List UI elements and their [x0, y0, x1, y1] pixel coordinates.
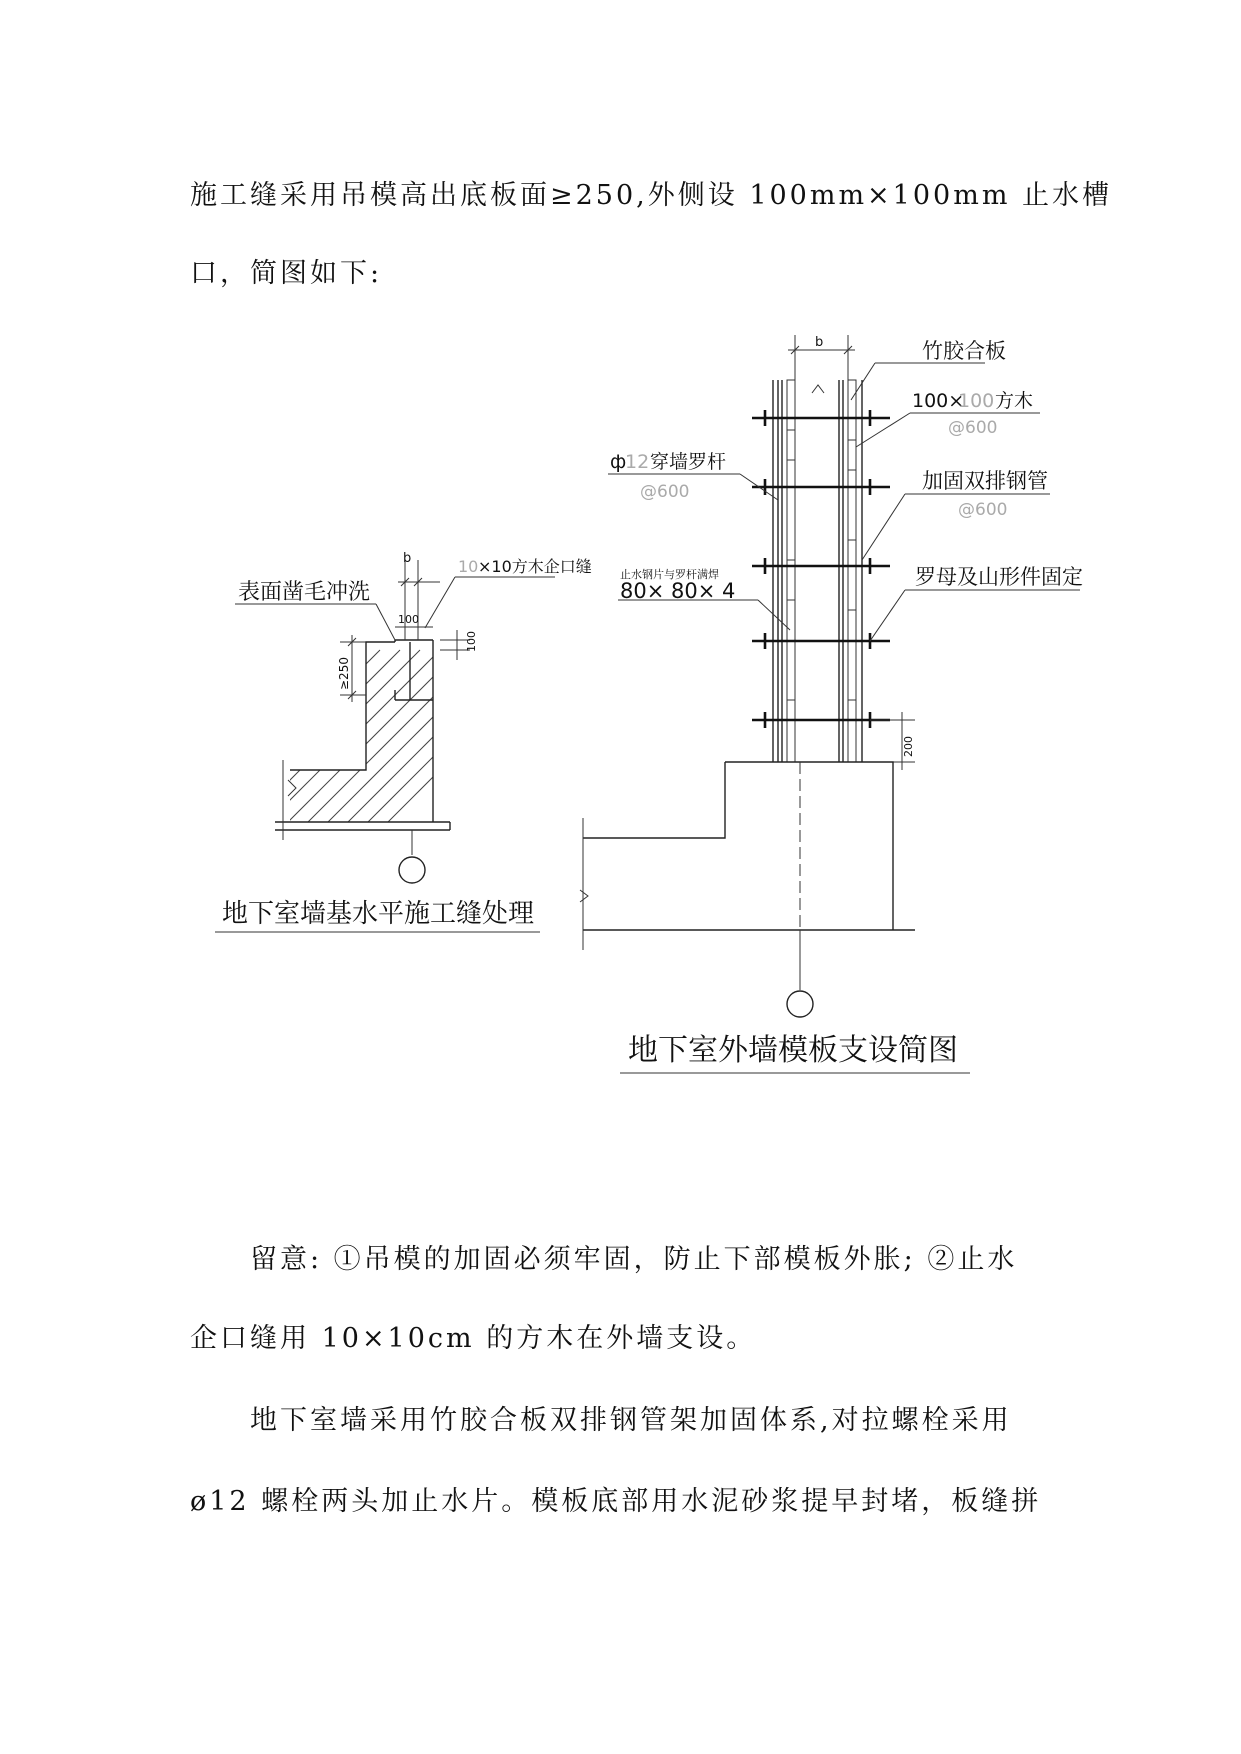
axis-marker-right: [787, 991, 813, 1017]
label-waterstop-size: 80× 80× 4: [620, 579, 736, 603]
paragraph-1-line-1: 施工缝采用吊模高出底板面≥250,外侧设 100mm×100mm 止水槽: [190, 180, 1113, 211]
left-figure-horizontal-joint: [140, 551, 592, 932]
label-plywood: 竹胶合板: [922, 339, 1006, 363]
label-bolt-diameter: 12: [625, 451, 650, 473]
label-pipe-spacing: @600: [958, 500, 1008, 520]
left-dim-100-side: 100: [465, 631, 478, 652]
caption-right-figure: 地下室外墙模板支设简图: [628, 1033, 958, 1068]
paragraph-3-line-1: 地下室墙采用竹胶合板双排钢管架加固体系,对拉螺栓采用: [250, 1405, 1012, 1436]
label-timber-spacing: @600: [948, 418, 998, 438]
right-figure-formwork: [580, 335, 1083, 1073]
left-dim-100-top: 100: [398, 613, 419, 626]
paragraph-2-line-2: 企口缝用 10×10cm 的方木在外墙支设。: [190, 1323, 757, 1354]
caption-left-figure: 地下室墙基水平施工缝处理: [222, 899, 535, 929]
label-bolt-phi: ф: [610, 451, 627, 473]
paragraph-2-line-1: 留意: ①吊模的加固必须牢固，防止下部模板外胀; ②止水: [250, 1244, 1018, 1275]
label-nut-fixing: 罗母及山形件固定: [915, 565, 1083, 589]
right-dim-b: b: [815, 335, 824, 350]
label-steel-pipe: 加固双排钢管: [922, 469, 1048, 493]
paragraph-1-line-2: 口，简图如下:: [190, 258, 383, 289]
label-groove-size: 10: [458, 557, 479, 576]
label-timber-size-a: 100×: [912, 390, 965, 412]
right-dim-200: 200: [902, 736, 915, 757]
label-bolt-text: 穿墙罗杆: [650, 451, 727, 473]
label-timber-text: 方木: [995, 390, 1034, 412]
label-waterstop-note: 止水钢片与罗杆满焊: [620, 568, 719, 581]
label-timber-size-b: 100: [958, 390, 995, 412]
label-bolt-spacing: @600: [640, 482, 690, 502]
left-dim-b: b: [403, 551, 412, 566]
axis-marker-left: [399, 857, 425, 883]
left-dim-250: ≥250: [337, 657, 351, 690]
label-groove-text: ×10方木企口缝: [478, 557, 592, 576]
paragraph-3-line-2: ø12 螺栓两头加止水片。模板底部用水泥砂浆提早封堵，板缝拼: [190, 1486, 1042, 1517]
label-surface-roughen: 表面凿毛冲洗: [238, 580, 371, 605]
